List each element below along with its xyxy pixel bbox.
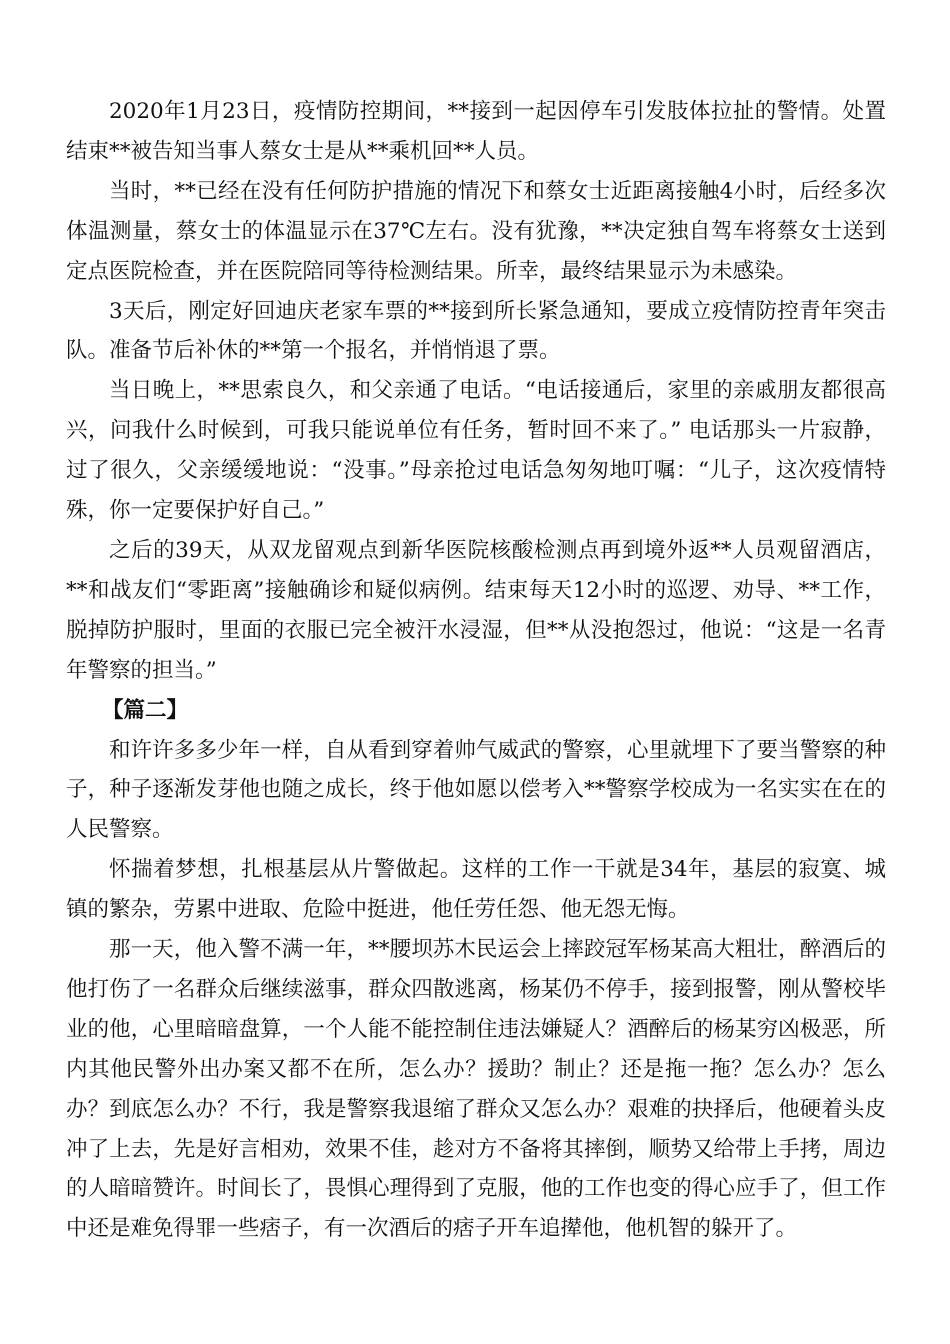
- paragraph: 之后的39天，从双龙留观点到新华医院核酸检测点再到境外返**人员观留酒店，**和战友们“零距离”接触确诊和疑似病例。结束每天12小时的巡逻、劝导、**工作，脱掉防护服时，里面的衣服已完全被汗水浸湿，但**从没抱怨过，他说：“这是一名青年警察的担当。”: [66, 537, 886, 683]
- paragraph: 3天后，刚定好回迪庆老家车票的**接到所长紧急通知，要成立疫情防控青年突击队。准备节后补休的**第一个报名，并悄悄退了票。: [66, 298, 886, 364]
- paragraph: 和许许多多少年一样，自从看到穿着帅气威武的警察，心里就埋下了要当警察的种子，种子逐渐发芽他也随之成长，终于他如愿以偿考入**警察学校成为一名实实在在的人民警察。: [66, 737, 886, 843]
- paragraph: 当日晚上，**思索良久，和父亲通了电话。“电话接通后，家里的亲戚朋友都很高兴，问我什么时候到，可我只能说单位有任务，暂时回不来了。” 电话那头一片寂静，过了很久，父亲缓缓地说：“没事。”母亲抢过电话急匆匆地叮嘱：“儿子，这次疫情特殊，你一定要保护好自己。”: [66, 378, 886, 524]
- paragraph: 怀揣着梦想，扎根基层从片警做起。这样的工作一干就是34年，基层的寂寞、城镇的繁杂，劳累中进取、危险中挺进，他任劳任怨、他无怨无悔。: [66, 857, 886, 923]
- paragraph: 2020年1月23日，疫情防控期间，**接到一起因停车引发肢体拉扯的警情。处置结束**被告知当事人蔡女士是从**乘机回**人员。: [66, 99, 886, 164]
- section-heading: 【篇二】: [102, 697, 189, 723]
- document-body: [66, 92, 886, 1249]
- paragraph: 当时，**已经在没有任何防护措施的情况下和蔡女士近距离接触4小时，后经多次体温测量，蔡女士的体温显示在37℃左右。没有犹豫，**决定独自驾车将蔡女士送到定点医院检查，并在医院陪同等待检测结果。所幸，最终结果显示为未感染。: [66, 178, 886, 284]
- paragraph: 那一天，他入警不满一年，**腰坝苏木民运会上摔跤冠军杨某高大粗壮，醉酒后的他打伤了一名群众后继续滋事，群众四散逃离，杨某仍不停手，接到报警，刚从警校毕业的他，心里暗暗盘算，一个人能不能控制住违法嫌疑人？酒醉后的杨某穷凶极恶，所内其他民警外出办案又都不在所，怎么办？援助？制止？还是拖一拖？怎么办？怎么办？到底怎么办？不行，我是警察我退缩了群众又怎么办？艰难的抉择后，他硬着头皮冲了上去，先是好言相劝，效果不佳，趁对方不备将其摔倒，顺势又给带上手拷，周边的人暗暗赞许。时间长了，畏惧心理得到了克服，他的工作也变的得心应手了，但工作中还是难免得罪一些痞子，有一次酒后的痞子开车追撵他，他机智的躲开了。: [66, 937, 886, 1242]
